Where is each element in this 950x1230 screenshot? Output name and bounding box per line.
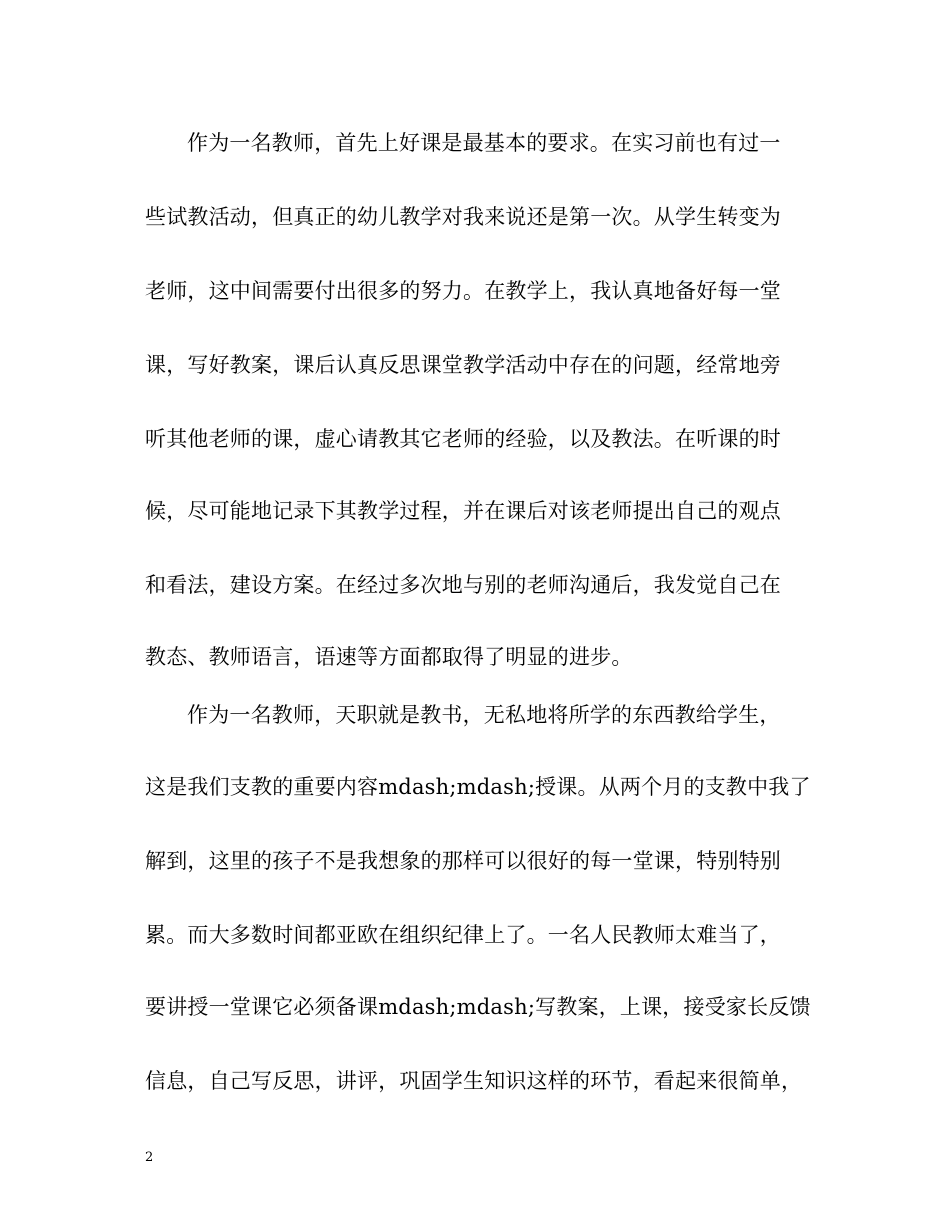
paragraph-1-line-7: 和看法，建设方案。在经过多次地与别的老师沟通后，我发觉自己在 bbox=[145, 573, 781, 597]
paragraph-2-line-5: 要讲授一堂课它必须备课mdash;mdash;写教案，上课，接受家长反馈 bbox=[145, 995, 811, 1019]
page-number: 2 bbox=[145, 1150, 154, 1165]
paragraph-1-line-8: 教态、教师语言，语速等方面都取得了明显的进步。 bbox=[145, 645, 633, 669]
paragraph-2-line-3: 解到，这里的孩子不是我想象的那样可以很好的每一堂课，特别特别 bbox=[145, 849, 781, 873]
paragraph-1-line-6: 候，尽可能地记录下其教学过程，并在课后对该老师提出自己的观点 bbox=[145, 499, 781, 523]
paragraph-2-line-4: 累。而大多数时间都亚欧在组织纪律上了。一名人民教师太难当了， bbox=[145, 923, 781, 947]
paragraph-1-line-2: 些试教活动，但真正的幼儿教学对我来说还是第一次。从学生转变为 bbox=[145, 205, 781, 229]
paragraph-2-line-2: 这是我们支教的重要内容mdash;mdash;授课。从两个月的支教中我了 bbox=[145, 775, 811, 799]
paragraph-1-line-1: 作为一名教师，首先上好课是最基本的要求。在实习前也有过一 bbox=[187, 131, 781, 155]
paragraph-2-line-6: 信息，自己写反思，讲评，巩固学生知识这样的环节，看起来很简单， bbox=[145, 1069, 803, 1093]
paragraph-1-line-3: 老师，这中间需要付出很多的努力。在教学上，我认真地备好每一堂 bbox=[145, 279, 781, 303]
paragraph-1-line-4: 课，写好教案，课后认真反思课堂教学活动中存在的问题，经常地旁 bbox=[145, 353, 781, 377]
paragraph-2-line-1: 作为一名教师，天职就是教书，无私地将所学的东西教给学生， bbox=[187, 703, 781, 727]
paragraph-1-line-5: 听其他老师的课，虚心请教其它老师的经验，以及教法。在听课的时 bbox=[145, 427, 781, 451]
